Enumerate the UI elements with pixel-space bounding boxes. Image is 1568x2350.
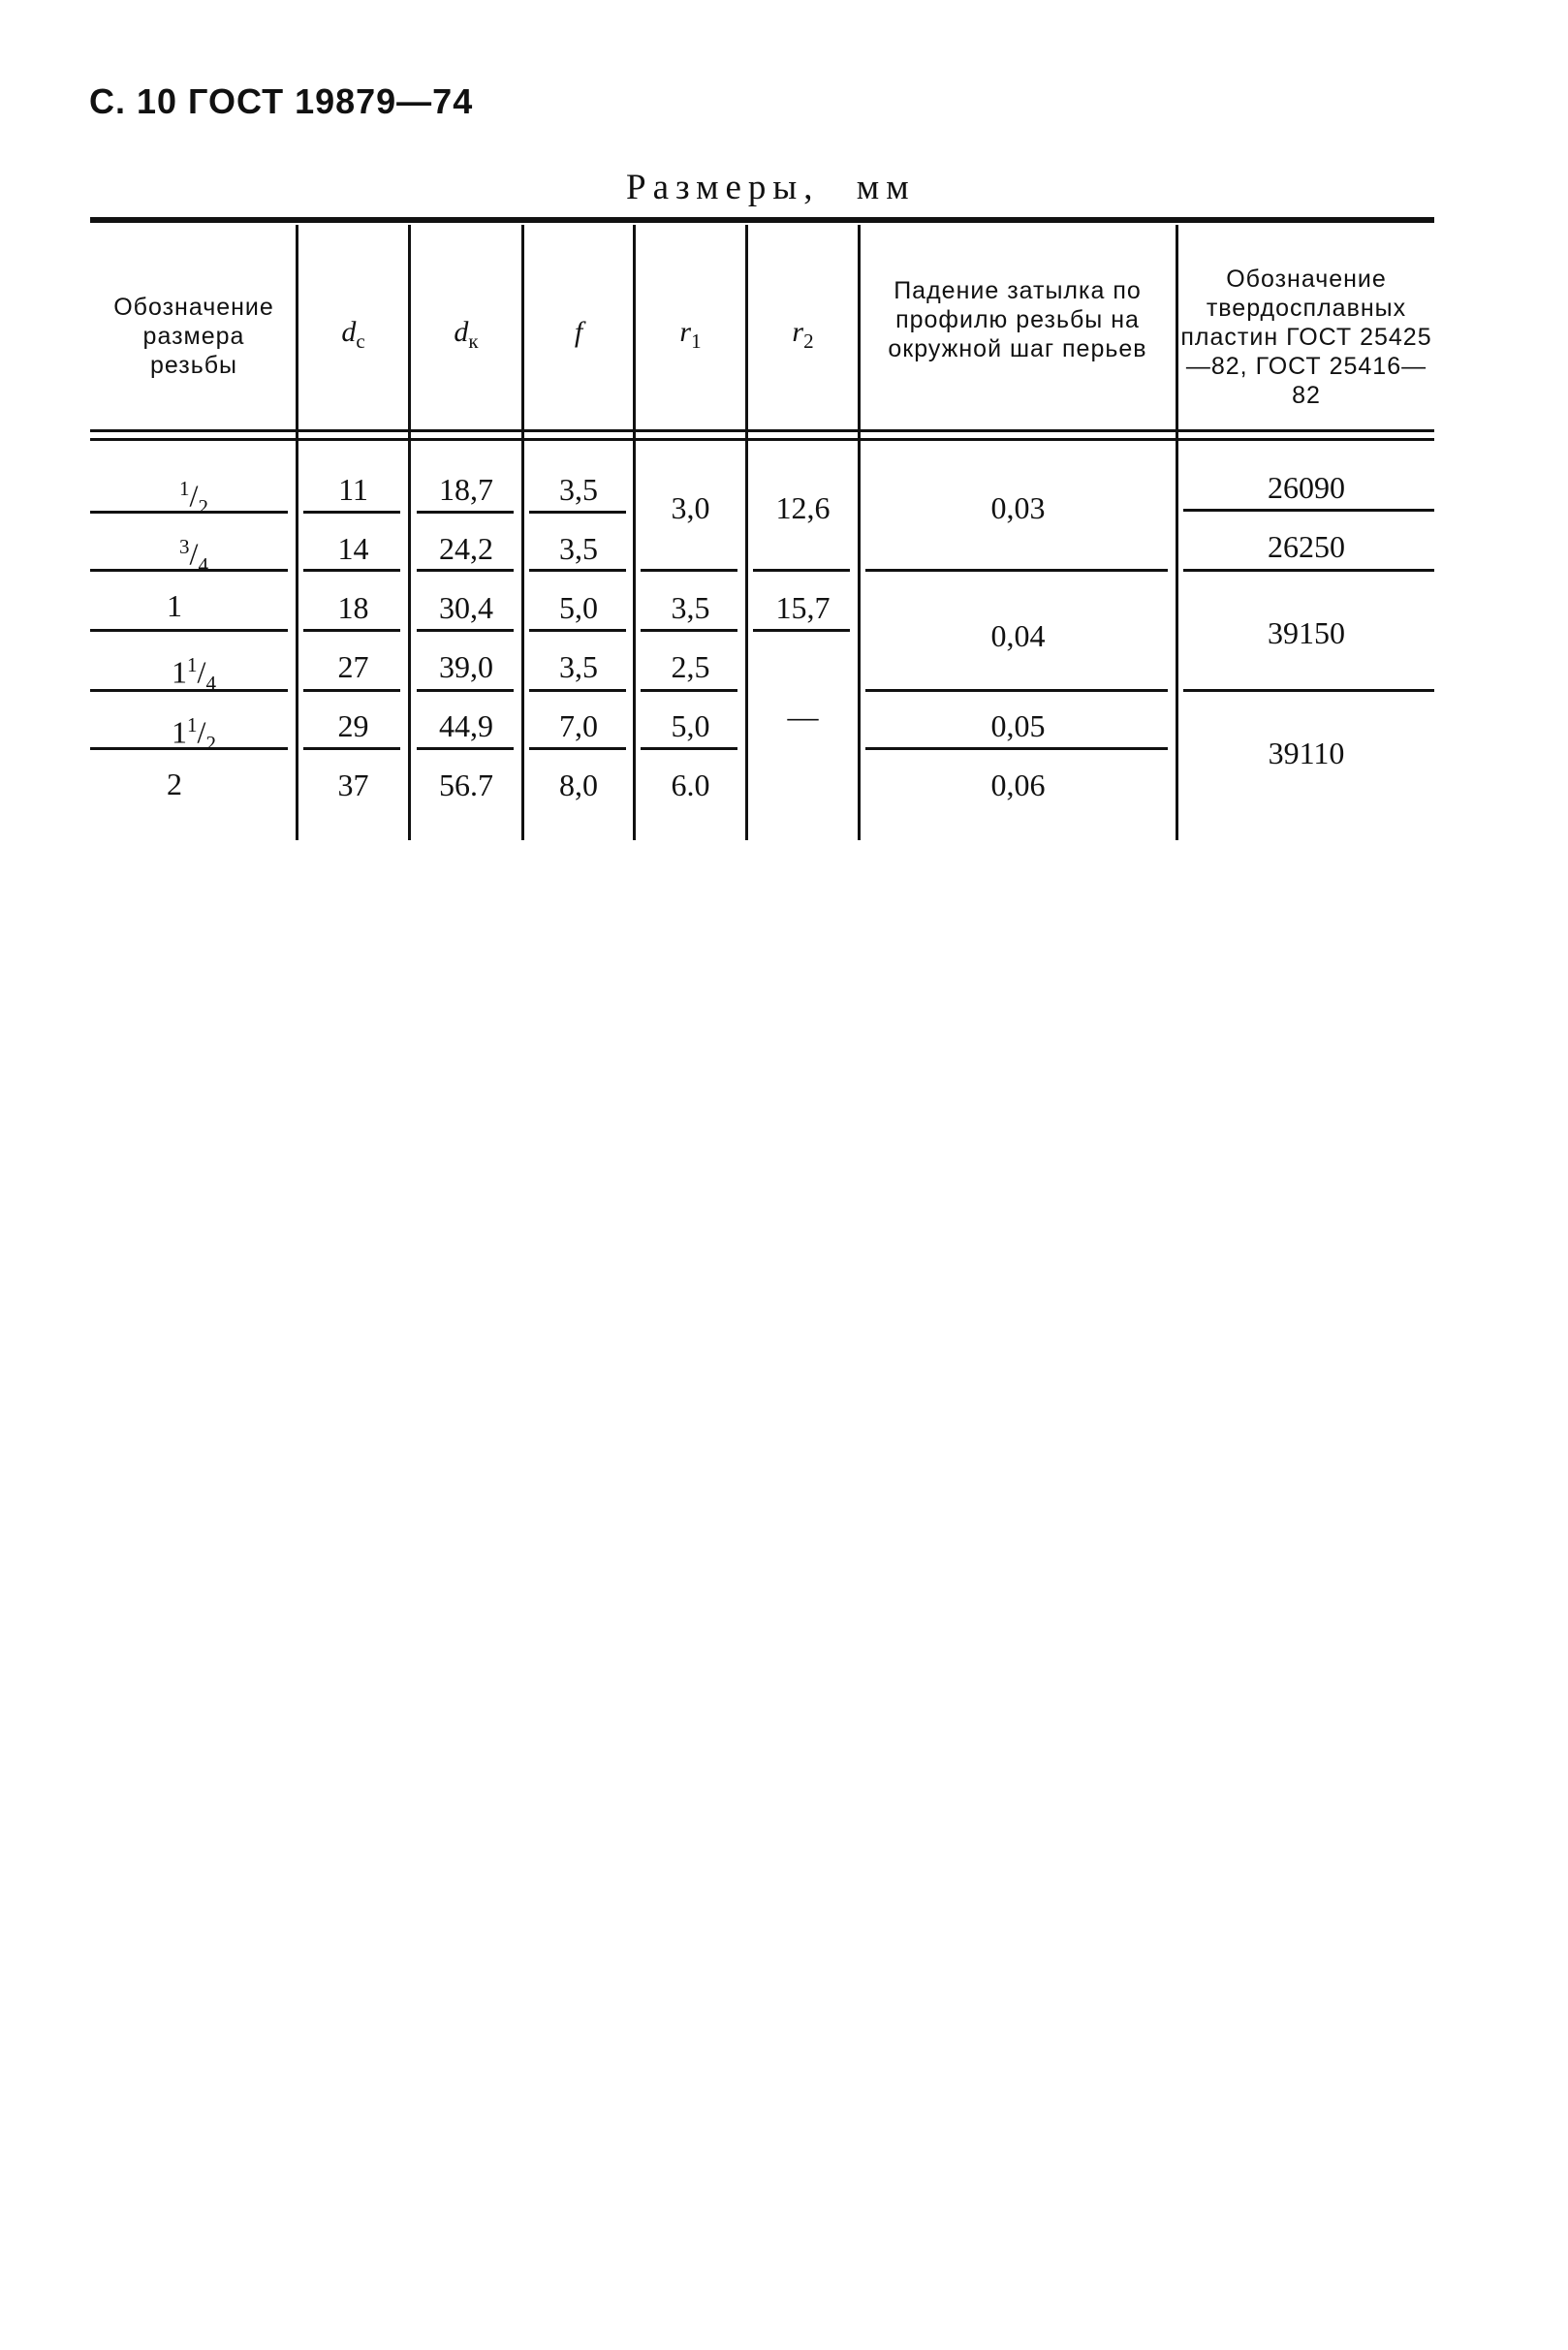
row-rule [1183,569,1434,572]
dk-cell: 24,2 [439,531,493,566]
dc-cell: 37 [337,768,369,802]
header-fall: Падение затылка по профилю резьбы на окружной шаг перьев [888,277,1147,362]
row-rule [1183,689,1434,692]
plates-cell: 26250 [1268,529,1345,564]
r1-cell: 2,5 [671,649,710,684]
f-cell: 3,5 [559,472,598,507]
fall-cell: 0,04 [990,618,1046,653]
row-rule [303,747,400,750]
size-cell: 1 [167,588,182,623]
table-top-rule [90,217,1434,223]
header-dk: $d_к$ [454,316,479,353]
row-rule [865,569,1168,572]
dc-cell: 11 [338,472,368,507]
plates-cell: 39150 [1268,615,1345,650]
f-cell: 3,5 [559,531,598,566]
f-cell: 5,0 [559,590,598,625]
row-rule [417,747,514,750]
row-rule [417,511,514,514]
dc-cell: 29 [337,708,369,743]
units-caption: Размеры, мм [626,168,916,207]
plates-cell: 26090 [1268,470,1345,505]
r1-cell: 3,5 [671,590,710,625]
row-rule [529,689,626,692]
row-rule [641,689,737,692]
fall-cell: 0,05 [990,708,1046,743]
row-rule [417,569,514,572]
dk-cell: 44,9 [439,708,493,743]
dc-cell: 27 [337,649,369,684]
row-rule [303,511,400,514]
dk-cell: 18,7 [439,472,493,507]
row-rule [641,569,737,572]
f-cell: 7,0 [559,708,598,743]
size-cell: $1^1/_2$ [172,713,216,756]
r1-cell: 6.0 [671,768,710,802]
row-rule [865,747,1168,750]
row-rule [90,629,288,632]
dc-cell: 18 [337,590,369,625]
dc-cell: 14 [337,531,369,566]
dk-cell: 30,4 [439,590,493,625]
row-rule [417,629,514,632]
row-rule [303,689,400,692]
row-rule [753,569,850,572]
page-header: С. 10 ГОСТ 19879—74 [89,81,474,121]
plates-cell: 39110 [1268,736,1345,770]
row-rule [529,511,626,514]
dk-cell: 56.7 [439,768,493,802]
size-cell: $^3/_4$ [179,535,208,578]
row-rule [641,747,737,750]
header-r2: $r_2$ [792,316,814,353]
row-rule [529,629,626,632]
r1-cell: 3,0 [671,490,710,525]
row-rule [529,747,626,750]
dk-cell: 39,0 [439,649,493,684]
row-rule [303,569,400,572]
header-r1: $r_1$ [679,316,702,353]
row-rule [417,689,514,692]
row-rule [529,569,626,572]
fall-cell: 0,06 [990,768,1046,802]
header-f: f [574,316,583,348]
size-cell: 2 [167,767,182,801]
row-rule [1183,509,1434,512]
f-cell: 8,0 [559,768,598,802]
f-cell: 3,5 [559,649,598,684]
header-rule-1 [90,429,1434,432]
header-designation: Обозначение размера резьбы [113,294,274,379]
header-plates: Обозначение твердосплавных пластин ГОСТ 25425—82, ГОСТ 25416—82 [1180,266,1432,409]
size-cell: $1^1/_4$ [172,653,216,696]
row-rule [303,629,400,632]
row-rule [753,629,850,632]
header-rule-2 [90,438,1434,441]
r2-cell: 12,6 [775,490,831,525]
row-rule [865,689,1168,692]
header-dc: $d_с$ [341,316,365,353]
r1-cell: 5,0 [671,708,710,743]
size-cell: $^1/_2$ [179,477,208,519]
row-rule [641,629,737,632]
fall-cell: 0,03 [990,490,1046,525]
col-divider [858,225,861,840]
r2-cell: 15,7 [775,590,831,625]
r2-cell: — [787,699,819,734]
